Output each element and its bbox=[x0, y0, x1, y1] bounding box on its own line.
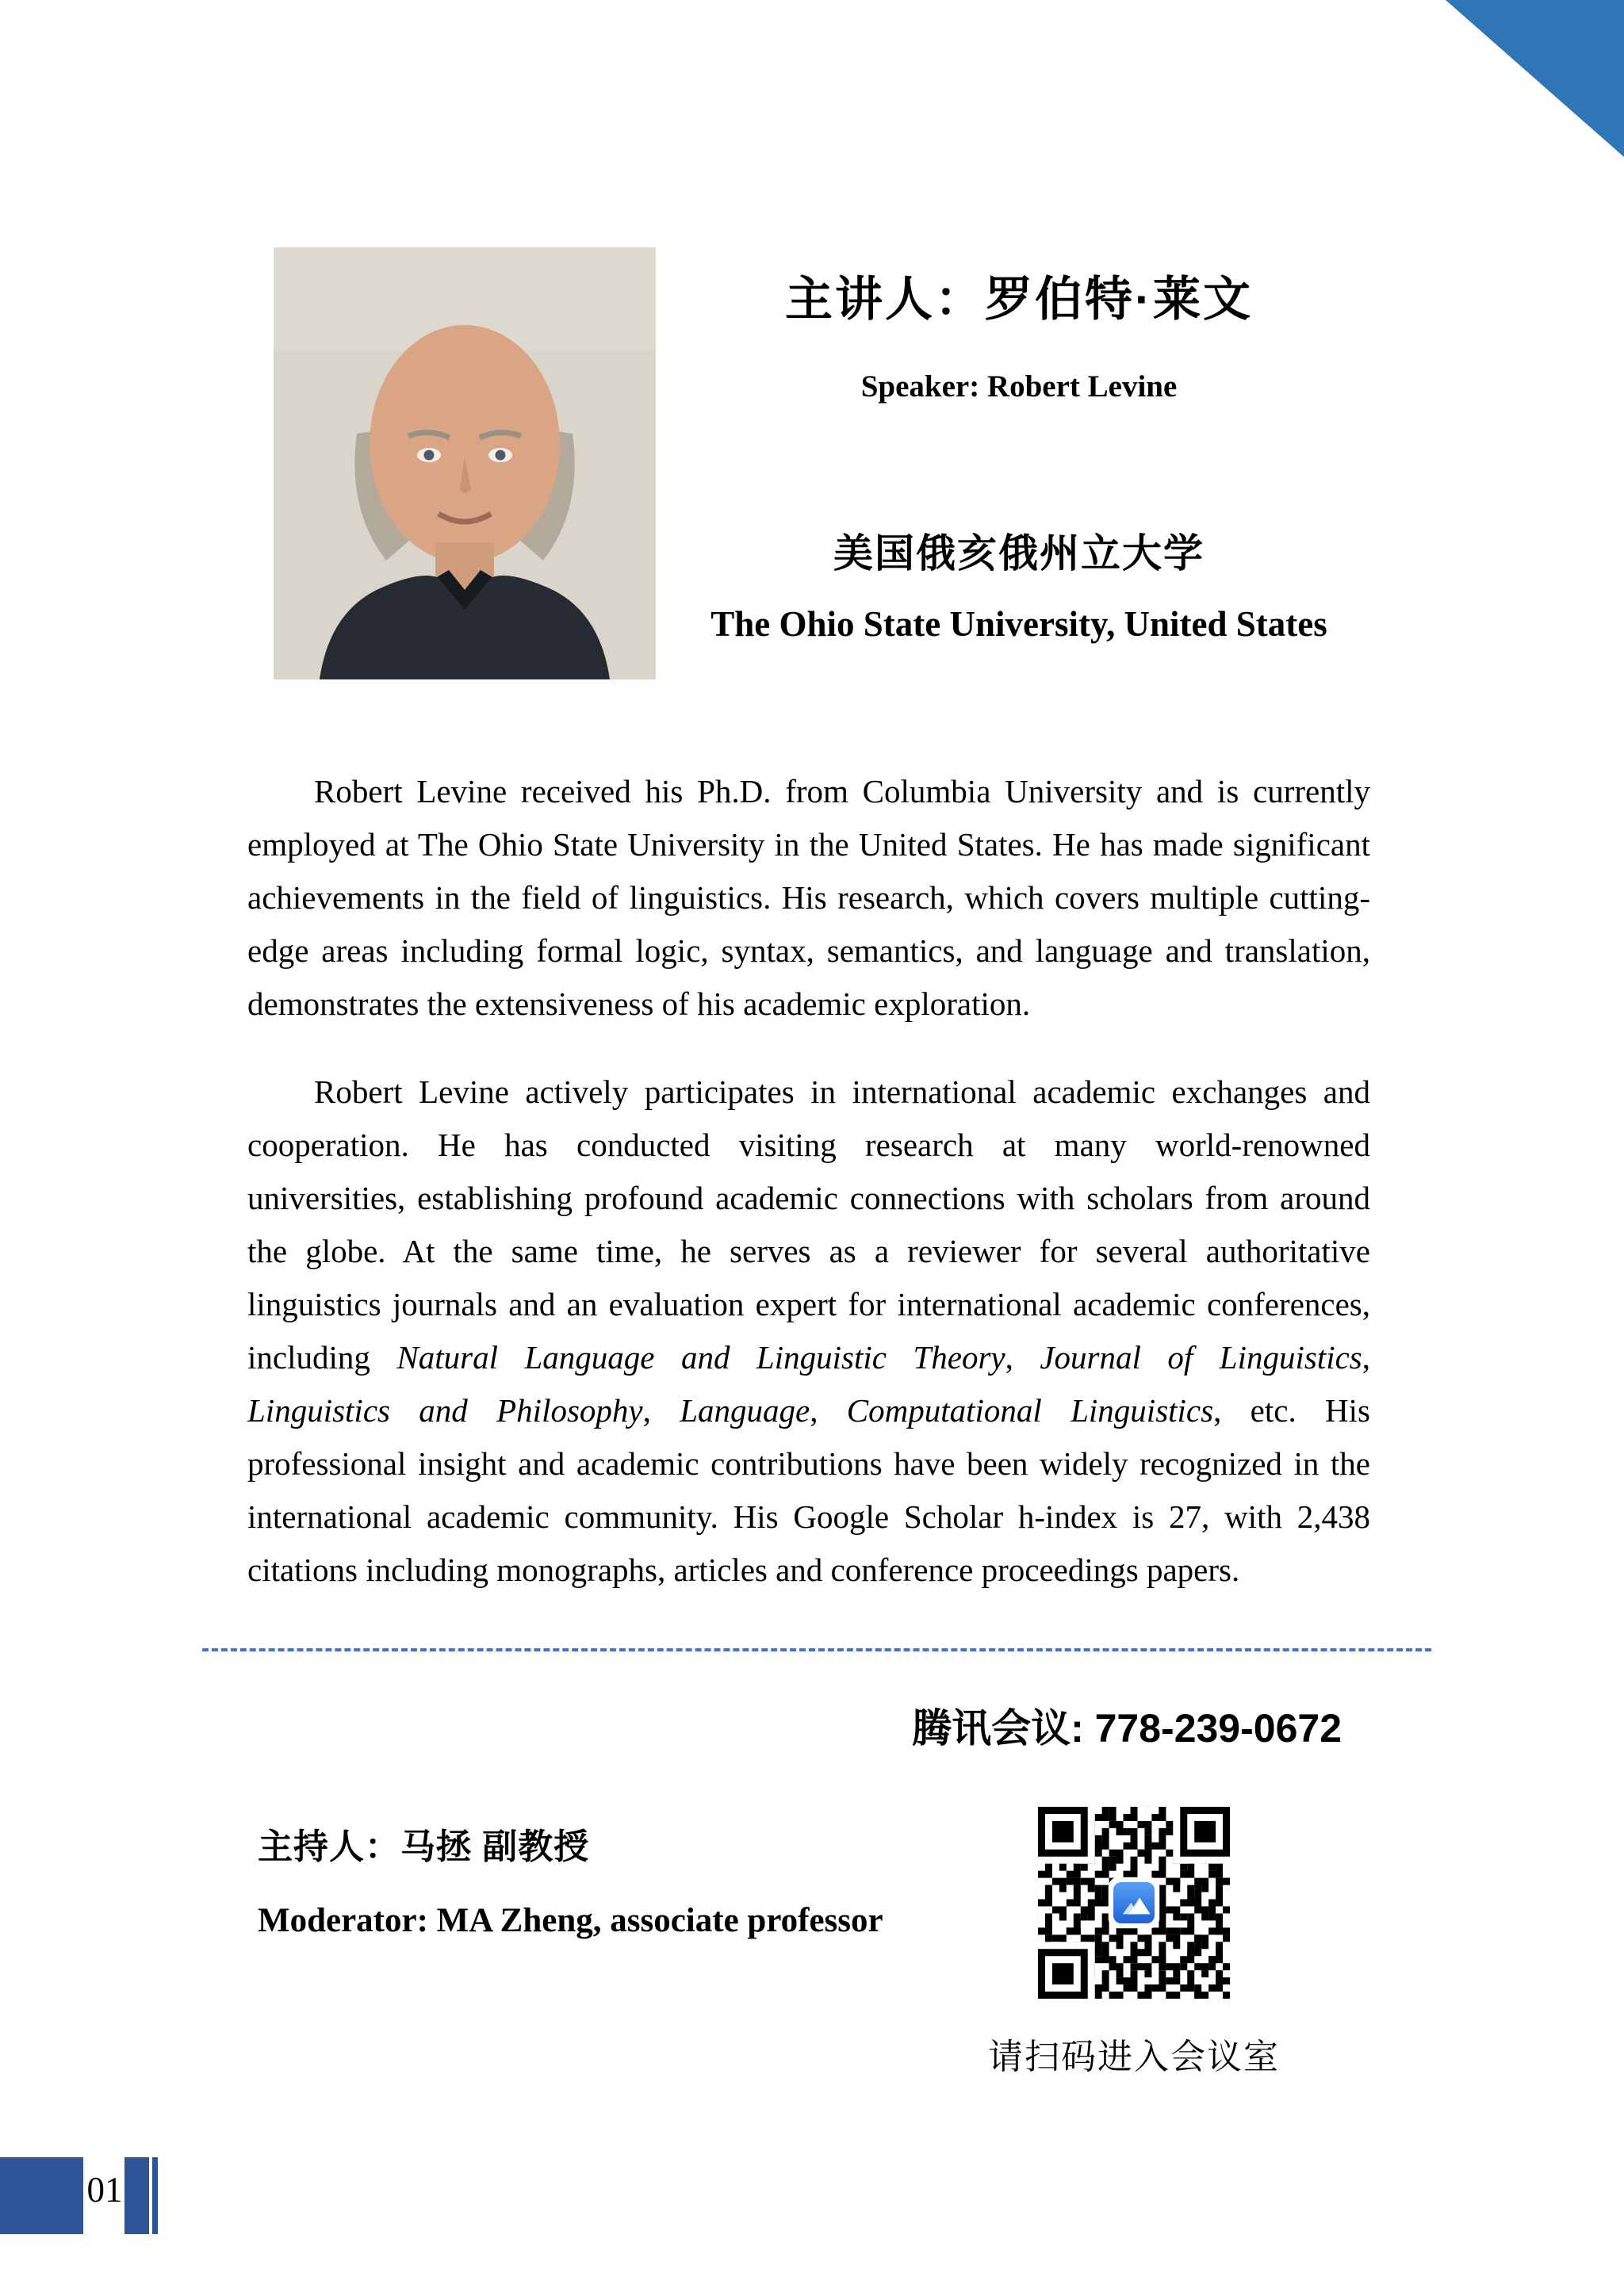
qr-finder-top-left bbox=[1038, 1807, 1088, 1857]
affiliation-cn: 美国俄亥俄州立大学 bbox=[833, 531, 1205, 576]
footer-accent-bar bbox=[124, 2157, 149, 2234]
moderator-line-en: Moderator: MA Zheng, associate professor bbox=[258, 1902, 883, 1939]
footer-accent-bar-thin bbox=[152, 2157, 158, 2234]
qr-code bbox=[1029, 1800, 1239, 2006]
qr-caption: 请扫码进入会议室 bbox=[988, 2038, 1280, 2076]
qr-finder-bottom-left bbox=[1038, 1949, 1088, 1999]
tencent-meeting-icon bbox=[1109, 1877, 1160, 1929]
moderator-line-cn: 主持人：马拯 副教授 bbox=[258, 1827, 590, 1866]
page-title-cn: 主讲人：罗伯特·莱文 bbox=[785, 273, 1253, 326]
qr-finder-top-right bbox=[1180, 1807, 1230, 1857]
qr-code-image bbox=[1029, 1800, 1239, 2006]
corner-triangle-decoration bbox=[1446, 0, 1624, 157]
bio-paragraph: Robert Levine actively participates in international academic exchanges and cooperation. He has conducted visiting research at many world-renowned universities, establishing profound academic connections with scholars from around the globe. At the same time, he serves as a reviewer for several authoritative linguistics journals and an evaluation expert for international academic conferences, including Natural Language and Linguistic Theory, Journal of Linguistics, Linguistics and Philosophy, Language, Computational Linguistics, etc. His professional insight and academic contributions have been widely recognized in the international academic community. His Google Scholar h-index is 27, with 2,438 citations including monographs, articles and conference proceedings papers. bbox=[247, 1073, 1371, 1588]
page-number: 01 bbox=[86, 2170, 123, 2210]
dashed-divider bbox=[202, 1648, 1431, 1651]
bio bbox=[247, 765, 1370, 1632]
speaker-photo bbox=[274, 247, 656, 679]
portrait-illustration bbox=[274, 247, 656, 679]
header-block bbox=[674, 247, 1364, 644]
footer-accent-rect bbox=[0, 2157, 83, 2234]
speaker-name-en: Speaker: Robert Levine bbox=[860, 369, 1178, 404]
affiliation-en: The Ohio State University, United States bbox=[710, 604, 1327, 644]
meeting-id-line: 腾讯会议: 778-239-0672 bbox=[912, 1706, 1342, 1751]
bio-paragraph: Robert Levine received his Ph.D. from Columbia University and is currently employed at The Ohio State University in the United States. He has made significant achievements in the field of linguistics. His research, which covers multiple cutting-edge areas including formal logic, syntax, semantics, and language and translation, demonstrates the extensiveness of his academic exploration. bbox=[247, 773, 1370, 1022]
